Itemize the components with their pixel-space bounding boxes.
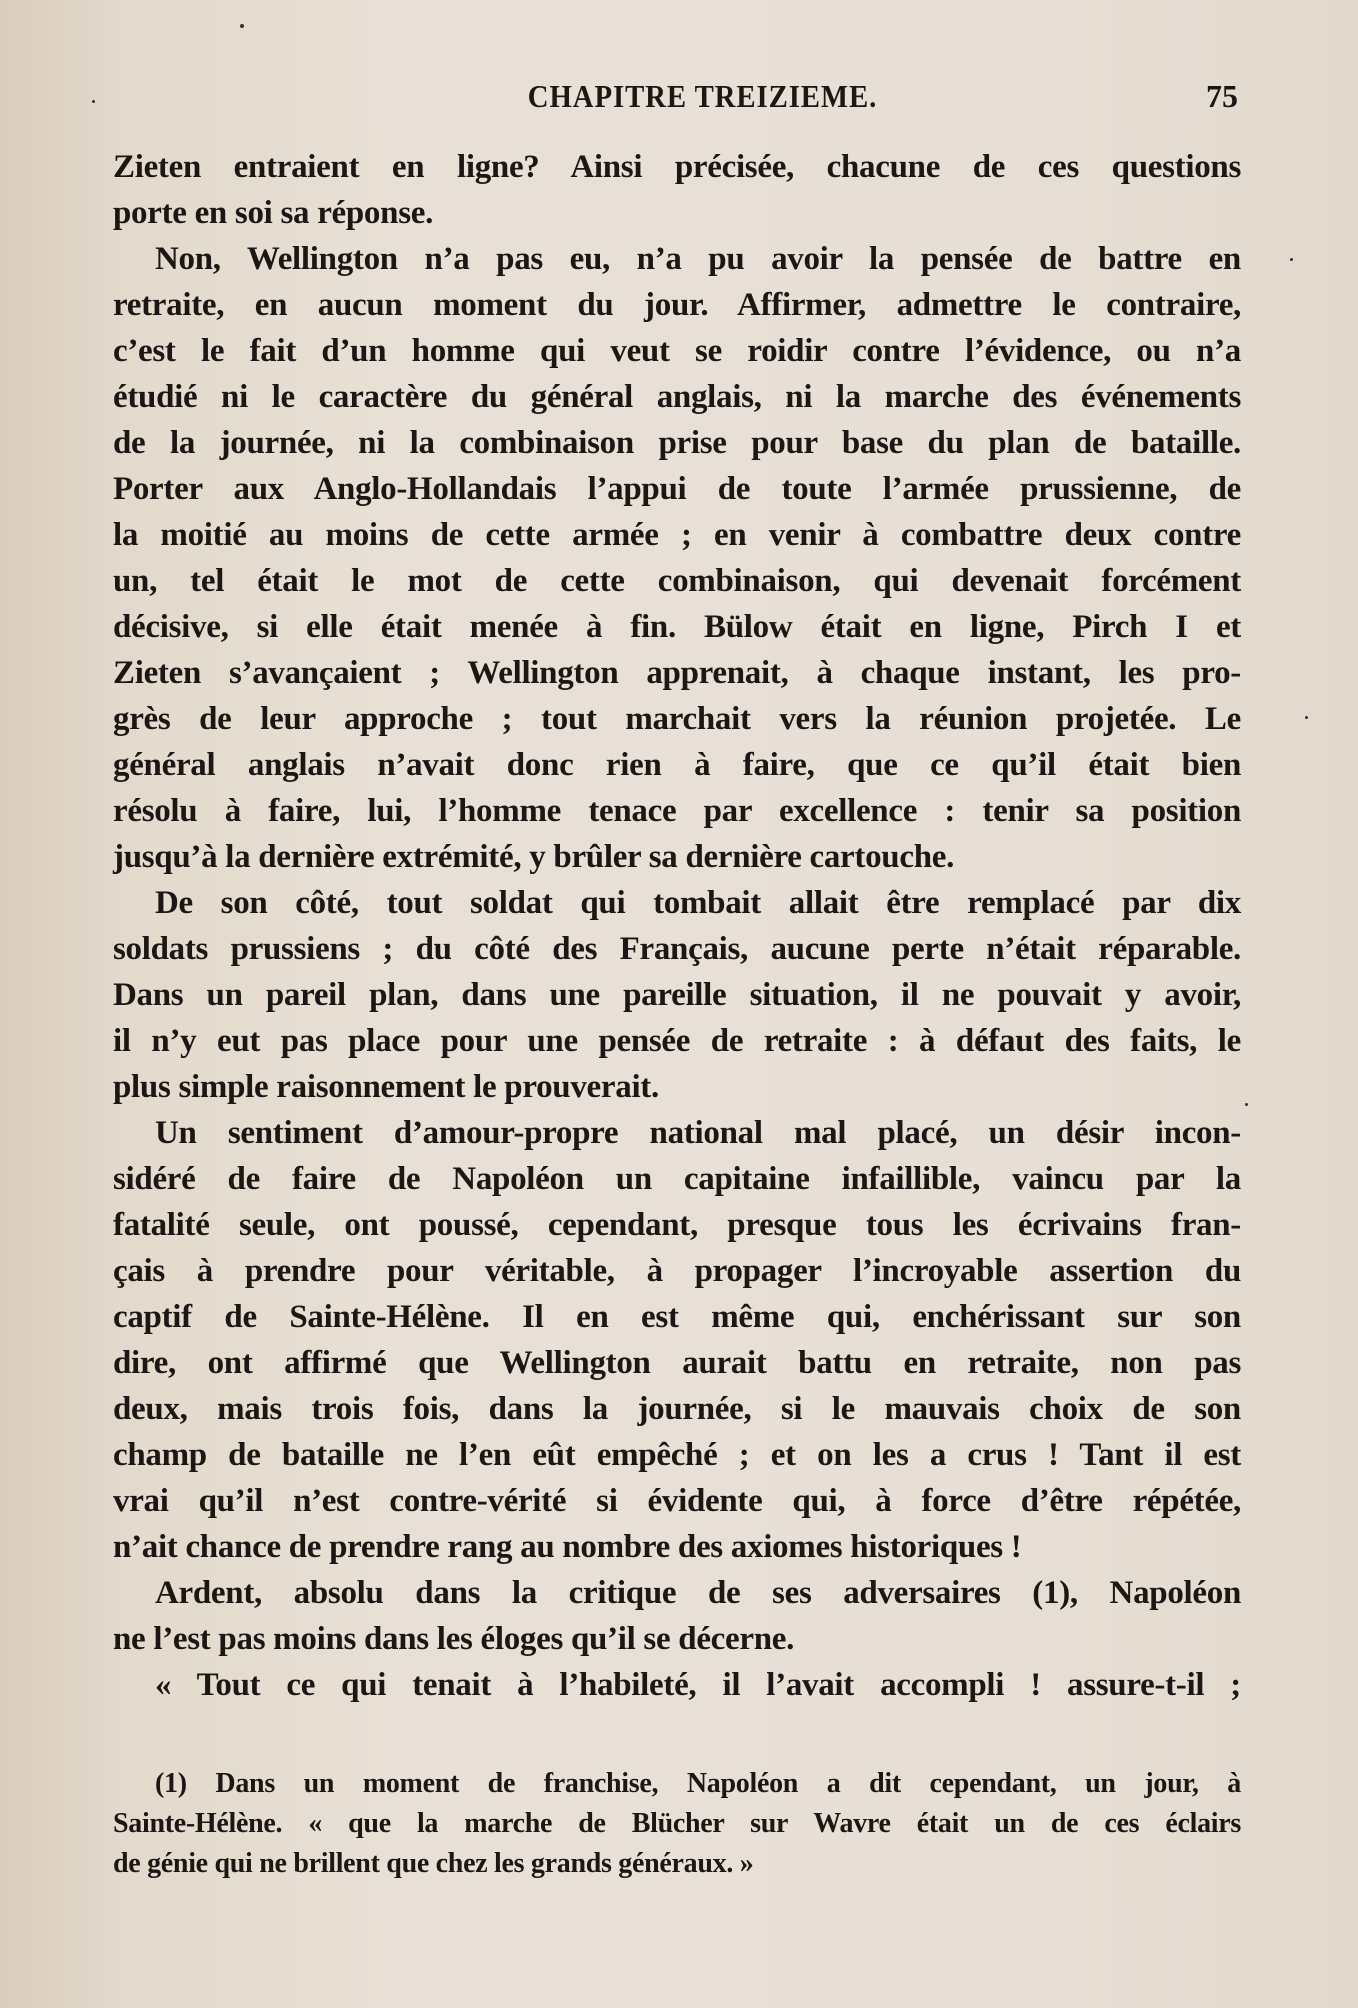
footnote-line: (1) Dans un moment de franchise, Napoléon a dit cependant, un jour, à	[155, 1768, 1241, 1799]
footnote-line: Sainte-Hélène. « que la marche de Blücher sur Wavre était un de ces éclairs	[113, 1808, 1241, 1839]
paper-speck	[1245, 1103, 1248, 1106]
text-line: Dans un pareil plan, dans une pareille situation, il ne pouvait y avoir,	[113, 977, 1241, 1013]
text-line: décisive, si elle était menée à fin. Bülow était en ligne, Pirch I et	[113, 609, 1241, 645]
paper-speck	[240, 24, 244, 28]
text-line: Zieten entraient en ligne? Ainsi précisée, chacune de ces questions	[113, 149, 1241, 185]
text-line: de la journée, ni la combinaison prise pour base du plan de bataille.	[113, 425, 1241, 461]
text-line: ne l’est pas moins dans les éloges qu’il se décerne.	[113, 1621, 795, 1657]
page-number: 75	[1206, 78, 1238, 114]
text-line: porte en soi sa réponse.	[113, 195, 434, 231]
text-line: vrai qu’il n’est contre-vérité si évidente qui, à force d’être répétée,	[113, 1483, 1241, 1519]
text-line: c’est le fait d’un homme qui veut se roidir contre l’évidence, ou n’a	[113, 333, 1241, 369]
text-line: retraite, en aucun moment du jour. Affirmer, admettre le contraire,	[113, 287, 1241, 323]
text-line: De son côté, tout soldat qui tombait allait être remplacé par dix	[155, 885, 1241, 921]
text-line: sidéré de faire de Napoléon un capitaine infaillible, vaincu par la	[113, 1161, 1241, 1197]
text-line: Non, Wellington n’a pas eu, n’a pu avoir la pensée de battre en	[155, 241, 1241, 277]
footnote-line: de génie qui ne brillent que chez les grands généraux. »	[113, 1848, 754, 1879]
text-line: Un sentiment d’amour-propre national mal placé, un désir incon-	[155, 1115, 1241, 1151]
text-line: Porter aux Anglo-Hollandais l’appui de toute l’armée prussienne, de	[113, 471, 1241, 507]
body-text	[113, 144, 1241, 1708]
paper-speck	[92, 100, 95, 103]
text-line: un, tel était le mot de cette combinaison, qui devenait forcément	[113, 563, 1241, 599]
text-line: grès de leur approche ; tout marchait vers la réunion projetée. Le	[113, 701, 1241, 737]
text-line: étudié ni le caractère du général anglais, ni la marche des événements	[113, 379, 1241, 415]
text-line: Ardent, absolu dans la critique de ses adversaires (1), Napoléon	[155, 1575, 1241, 1611]
page-header	[113, 74, 1238, 120]
text-line: dire, ont affirmé que Wellington aurait battu en retraite, non pas	[113, 1345, 1241, 1381]
text-line: résolu à faire, lui, l’homme tenace par excellence : tenir sa position	[113, 793, 1241, 829]
text-line: deux, mais trois fois, dans la journée, si le mauvais choix de son	[113, 1391, 1241, 1427]
paper-speck	[1290, 258, 1293, 261]
text-line: plus simple raisonnement le prouverait.	[113, 1069, 659, 1105]
text-line: il n’y eut pas place pour une pensée de retraite : à défaut des faits, le	[113, 1023, 1241, 1059]
text-line: général anglais n’avait donc rien à faire, que ce qu’il était bien	[113, 747, 1241, 783]
text-line: n’ait chance de prendre rang au nombre des axiomes historiques !	[113, 1529, 1022, 1565]
text-line: soldats prussiens ; du côté des Français, aucune perte n’était réparable.	[113, 931, 1241, 967]
running-title: CHAPITRE TREIZIEME.	[527, 78, 878, 114]
paper-speck	[1305, 716, 1308, 719]
text-line: Zieten s’avançaient ; Wellington apprenait, à chaque instant, les pro-	[113, 655, 1241, 691]
footnotes	[113, 1764, 1241, 1884]
text-line: champ de bataille ne l’en eût empêché ; et on les a crus ! Tant il est	[113, 1437, 1241, 1473]
text-line: çais à prendre pour véritable, à propager l’incroyable assertion du	[113, 1253, 1241, 1289]
text-line: jusqu’à la dernière extrémité, y brûler sa dernière cartouche.	[113, 839, 955, 875]
text-line: « Tout ce qui tenait à l’habileté, il l’avait accompli ! assure-t-il ;	[155, 1667, 1241, 1703]
text-line: fatalité seule, ont poussé, cependant, presque tous les écrivains fran-	[113, 1207, 1241, 1243]
text-line: la moitié au moins de cette armée ; en venir à combattre deux contre	[113, 517, 1241, 553]
text-line: captif de Sainte-Hélène. Il en est même qui, enchérissant sur son	[113, 1299, 1241, 1335]
